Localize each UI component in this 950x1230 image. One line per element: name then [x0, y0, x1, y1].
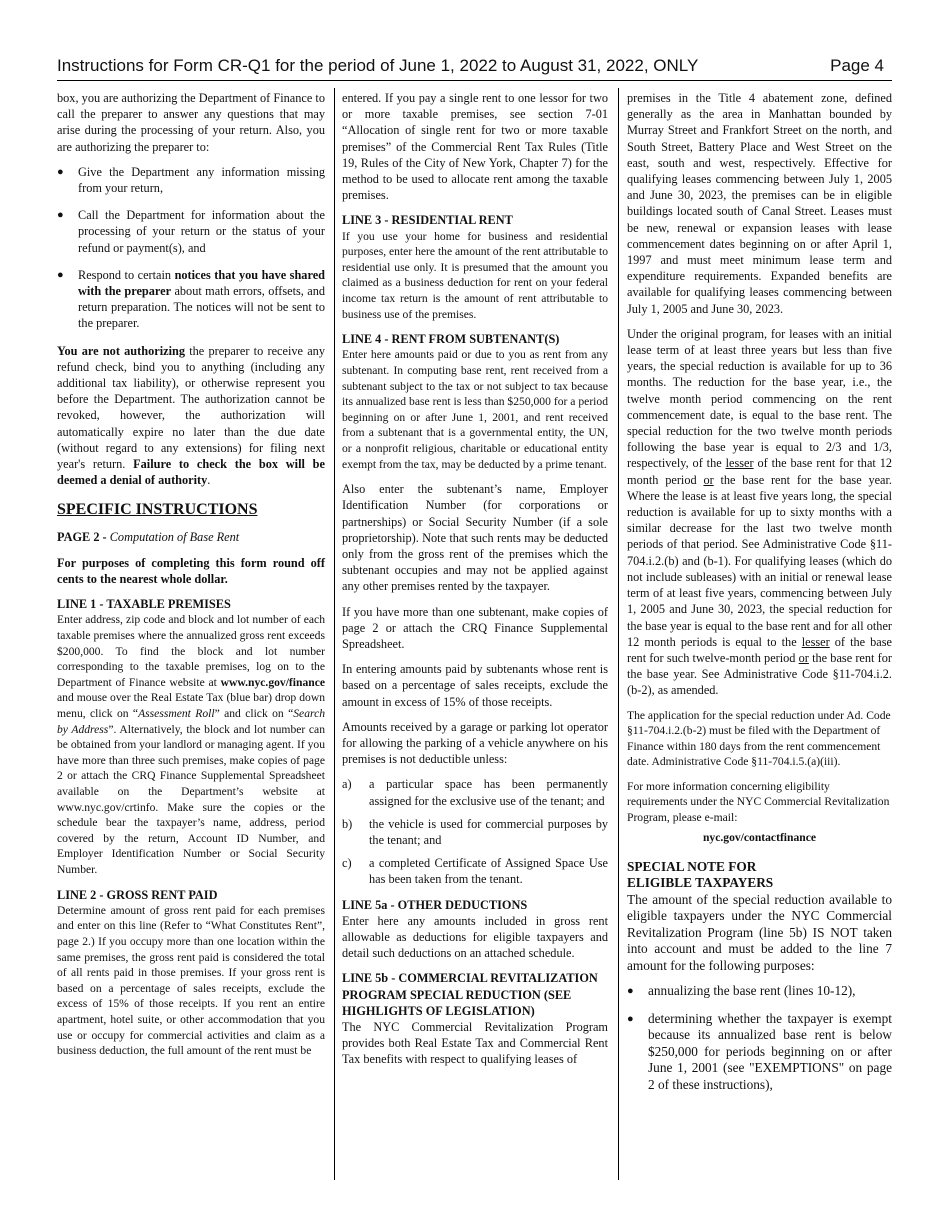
list-item: c) a completed Certificate of Assigned Space Use has been taken from the tenant.	[342, 856, 608, 887]
page-header	[57, 54, 892, 81]
list-item: ● Respond to certain notices that you have shared with the preparer about math errors, offsets, and return preparation. The notices will not be sent to the preparer.	[57, 267, 325, 332]
subsection-heading: PAGE 2 - Computation of Base Rent	[57, 529, 240, 544]
list-item: ● Call the Department for information about the processing of your return or the status of your refund or payment(s), and	[57, 207, 325, 256]
line-heading: LINE 4 - RENT FROM SUBTENANT(S)	[342, 332, 560, 347]
line-4-paragraph: In entering amounts paid by subtenants whose rent is based on a percentage of sales receipts, exclude the amount in excess of 15% of those receipts.	[342, 662, 608, 709]
section-heading: SPECIFIC INSTRUCTIONS	[57, 501, 258, 519]
purposes-list	[627, 983, 892, 1093]
special-note-heading: ELIGIBLE TAXPAYERS	[627, 875, 774, 891]
line-3-text: If you use your home for business and residential purposes, enter here the amount of the rent attributable to residential use only. It is presumed that the amount you claimed as a business deduction for rent on your federal income tax return is the amount of rent attributable to business use of the premises.	[342, 229, 608, 321]
list-item: ● Give the Department any information missing from your return,	[57, 164, 325, 196]
original-program-paragraph: Under the original program, for leases with an initial lease term of at least three years but less than five years, the special reduction is available for up to 36 months. The reduction for the base year, i.e., the twelve month period commencing on the rent commencement date, is equal to the base rent. The special reduction for the two twelve month periods following the base year is equal to 2/3 and 1/3, respectively, of the lesser of the base rent for that 12 month period or the base rent for the base year. Where the lease is at least five years long, the special reduction is available for up to sixty months with a similar decrease for the last two twelve month periods of that period. See Administrative Code §11-704.i.2.(b) and (b-1). For qualifying leases (which do not include subleases) with an initial or renewal lease term of at least five years, commencing between July 1, 2005 and June 30, 2023, the special reduction for the base year is equal to the base rent and for all other 12 month periods is equal to the lesser of the base rent for such twelve-month period or the base rent for the base year. See Administrative Code §11-704.i.2.(b-2), as amended.	[627, 326, 893, 698]
page-title: Instructions for Form CR-Q1 for the period of June 1, 2022 to August 31, 2022, ONLY	[57, 56, 699, 75]
list-item: ● determining whether the taxpayer is exempt because its annualized base rent is below $250,000 for periods beginning on or after June 1, 2001 (see "EXEMPTIONS" on page 2 of these instructions),	[627, 1011, 892, 1094]
page-number: Page 4	[830, 56, 884, 75]
continued-paragraph: premises in the Title 4 abatement zone, defined generally as the area in Manhattan bounded by Murray Street and Frankfort Street on the north, and South Street, Battery Place and West Street on the east, south and west, respectively. Effective for qualifying leases commencing between July 1, 2005 and June 30, 2023, the premises can be in eligible buildings located south of Canal Street. Leases must be new, renewal or expansion leases with lease commencement dates beginning on or after April 1, 1997 and must meet minimum lease term and expenditure requirements. Expanded benefits are available for qualifying leases commencing between July 1, 2005 and June 30, 2023.	[627, 91, 892, 316]
line-4-paragraph: Also enter the subtenant’s name, Employer Identification Number (for corporations or partnerships) or Social Security Number (if a sole proprietorship). Note that such rents may be deducted only from the gross rent of the premises which the subtenant occupies and may not be applied against any other premises rented by the taxpayer.	[342, 482, 608, 594]
column-3	[627, 90, 892, 1104]
line-2-text: Determine amount of gross rent paid for each premises and enter on this line (Refer to “What Constitutes Rent”, page 2.) If you occupy more than one location within the same premises, the gross rent paid is considered the total of all rents paid in those premises. If your gross rent is based on a percentage of sales receipts, exclude the excess of 15% of those receipts. If you rent an entire apartment, hotel suite, or other accommodation that you use or occupy for commercial activities and claim as a business deduction, the full amount of the rent must be	[57, 903, 325, 1058]
special-note-text: The amount of the special reduction available to eligible taxpayers under the NYC Commercial Revitalization Program (line 5b) IS NOT taken into account and must be added to the line 7 amount for the following purposes:	[627, 891, 892, 973]
line-1-text: Enter address, zip code and block and lot number of each taxable premises where the annualized gross rent exceeds $200,000. To find the block and lot number corresponding to the taxable premises, log on to the Department of Finance website at www.nyc.gov/finance and mouse over the Real Estate Tax (blue bar) drop down menu, click on “Assessment Roll” and click on “Search by Address”. Alternatively, the block and lot number can be obtained from your landlord or managing agent. If you have more than three such premises, make copies of page 2 or attach the CRQ Finance Supplemental Spreadsheet available on the Department’s website at www.nyc.gov/crtinfo. Make sure the copies or the schedule bear the taxpayer’s name, address, period covered by the return, Account ID Number, and Employer Identification Number or Social Security Number.	[57, 613, 326, 876]
line-4-text: Enter here amounts paid or due to you as rent from any subtenant. In computing base rent, rent received from a subtenant subject to the tax or not subject to tax because its annualized base rent is less than $250,000 for a period beginning on or after June 1, 2001, and rent received from a subtenant that is a governmental entity, the UN, or a nonprofit religious, charitable or educational entity exempt from the tax, may be deducted by a prime tenant.	[342, 348, 608, 471]
authorization-list	[57, 164, 325, 332]
line-heading: LINE 3 - RESIDENTIAL RENT	[342, 213, 513, 228]
special-note-heading: SPECIAL NOTE FOR	[627, 859, 757, 875]
column-divider	[618, 88, 619, 1180]
line-heading: LINE 1 - TAXABLE PREMISES	[57, 597, 231, 612]
contact-link[interactable]: nyc.gov/contactfinance	[702, 830, 817, 844]
application-paragraph: The application for the special reduction under Ad. Code §11-704.i.2.(b-2) must be filed with the Department of Finance within 180 days from the rent commencement date. Administrative Code §11-704.i.5.(a)(iii).	[627, 708, 891, 769]
line-heading: LINE 2 - GROSS RENT PAID	[57, 887, 218, 902]
list-item: ● annualizing the base rent (lines 10-12),	[627, 983, 892, 1000]
line-4-paragraph: Amounts received by a garage or parking lot operator for allowing the parking of a vehicle anywhere on his premises is not deductible unless:	[342, 719, 608, 767]
line-4-paragraph: If you have more than one subtenant, make copies of page 2 or attach the CRQ Finance Supplemental Spreadsheet.	[342, 604, 608, 651]
line-heading: LINE 5a - OTHER DEDUCTIONS	[342, 897, 528, 912]
condition-list	[342, 776, 608, 887]
column-divider	[334, 88, 335, 1180]
line-5a-text: Enter here any amounts included in gross rent allowable as deductions for eligible taxpayers and detail such deductions on an attached schedule.	[342, 913, 608, 961]
column-1	[57, 90, 325, 1068]
rounding-note: For purposes of completing this form round off cents to the nearest whole dollar.	[57, 555, 325, 587]
column-2	[342, 90, 608, 1077]
not-authorizing-paragraph: You are not authorizing the preparer to receive any refund check, bind you to anything (including any additional tax liability), or otherwise represent you before the Department. The authorization cannot be revoked, however, the authorization will automatically expire no later than the due date (without regard to any extensions) for filing next year's return. Failure to check the box will be deemed a denial of authority.	[57, 343, 325, 488]
list-item: b) the vehicle is used for commercial purposes by the tenant; and	[342, 816, 608, 847]
list-item: a) a particular space has been permanently assigned for the exclusive use of the tenant; and	[342, 777, 608, 808]
line-heading: LINE 5b - COMMERCIAL REVITALIZATION PROGRAM SPECIAL REDUCTION (SEE HIGHLIGHTS OF LEGISLATION)	[342, 971, 598, 1018]
more-info-paragraph: For more information concerning eligibility requirements under the NYC Commercial Revitalization Program, please e-mail:	[627, 779, 890, 825]
line-5b-text: The NYC Commercial Revitalization Program provides both Real Estate Tax and Commercial Rent Tax benefits with respect to qualifying leases of	[342, 1020, 608, 1067]
intro-paragraph: box, you are authorizing the Department of Finance to call the preparer to answer any questions that may arise during the processing of your return. Also, you are authorizing the preparer to:	[57, 91, 325, 154]
continued-paragraph: entered. If you pay a single rent to one lessor for two or more taxable premises, see section 7-01 “Allocation of single rent for two or more taxable premises” of the Commercial Rent Tax Rules (Title 19, Rules of the City of New York, Chapter 7) for the method to be used to allocate rent among the taxable premises.	[342, 91, 608, 203]
